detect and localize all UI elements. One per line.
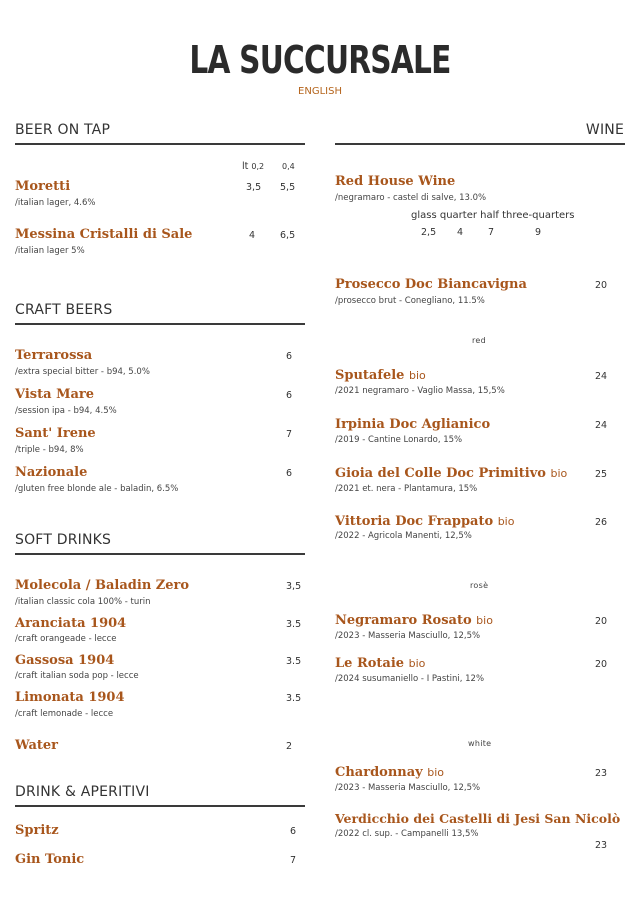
menu-item-name (335, 613, 493, 628)
house-wine-sizes: glass quarter half three-quarters (411, 210, 575, 221)
menu-item-name: Vista Mare (15, 387, 95, 402)
menu-item-price: 20 (595, 659, 608, 670)
house-price-three-quarters: 9 (535, 227, 542, 238)
menu-item-name: Aranciata 1904 (15, 616, 127, 631)
menu-item-desc: /craft orangeade - lecce (15, 634, 117, 644)
category-white: white (468, 739, 492, 748)
category-red: red (472, 336, 487, 345)
menu-item-price: 20 (595, 616, 608, 627)
menu-item-desc: /craft italian soda pop - lecce (15, 671, 139, 681)
craft-beers-divider (15, 323, 305, 325)
menu-item-name (335, 765, 444, 780)
menu-item-name: Sant' Irene (15, 426, 96, 441)
menu-item-desc: /2019 - Cantine Lonardo, 15% (335, 435, 463, 445)
menu-item-desc: /2022 cl. sup. - Campanelli 13,5% (335, 829, 479, 839)
menu-item-desc: /extra special bitter - b94, 5.0% (15, 367, 150, 377)
wine-name: Sputafele (335, 368, 405, 383)
menu-item-price: 25 (595, 469, 608, 480)
menu-item-desc: /gluten free blonde ale - baladin, 6.5% (15, 484, 179, 494)
menu-item-desc: /2021 et. nera - Plantamura, 15% (335, 484, 478, 494)
wine-name: Le Rotaie (335, 656, 405, 671)
menu-item-desc: /2023 - Masseria Masciullo, 12,5% (335, 783, 481, 793)
col-lt: lt (242, 161, 249, 172)
menu-item-price: 3.5 (286, 619, 302, 630)
menu-item-name: Prosecco Doc Biancavigna (335, 277, 527, 292)
menu-item-desc: /italian lager 5% (15, 246, 85, 256)
col-large: 0,4 (282, 162, 295, 171)
menu-item-price: 2 (286, 741, 293, 752)
menu-item-name: Terrarossa (15, 348, 93, 363)
menu-item-price: 23 (595, 840, 608, 851)
craft-beers-heading: CRAFT BEERS (15, 302, 113, 318)
menu-item-desc: /prosecco brut - Conegliano, 11.5% (335, 296, 485, 306)
col-header-size (242, 161, 264, 172)
house-price-half: 7 (488, 227, 495, 238)
bio-tag: bio (497, 515, 515, 528)
menu-item-name: Molecola / Baladin Zero (15, 578, 190, 593)
menu-item-name: Nazionale (15, 465, 88, 480)
menu-item-desc: /triple - b94, 8% (15, 445, 84, 455)
bio-tag: bio (550, 467, 568, 480)
bio-tag: bio (408, 369, 426, 382)
menu-item-desc: /craft lemonade - lecce (15, 709, 114, 719)
menu-item-name: Red House Wine (335, 174, 456, 189)
menu-item-desc: /2023 - Masseria Masciullo, 12,5% (335, 631, 481, 641)
menu-item-price: 26 (595, 517, 608, 528)
menu-item-price: 6 (286, 390, 293, 401)
soft-drinks-divider (15, 553, 305, 555)
beer-on-tap-divider (15, 143, 305, 145)
menu-item-name: Spritz (15, 823, 59, 838)
col-small: 0,2 (251, 162, 265, 171)
price-small: 4 (249, 230, 256, 241)
menu-item-name: Moretti (15, 179, 71, 194)
wine-heading: WINE (585, 122, 624, 138)
menu-item-name: Irpinia Doc Aglianico (335, 417, 491, 432)
menu-item-price: 24 (595, 371, 608, 382)
menu-item-desc: /italian classic cola 100% - turin (15, 597, 151, 607)
menu-item-desc: /italian lager, 4.6% (15, 198, 96, 208)
price-large: 6,5 (280, 230, 296, 241)
wine-name: Negramaro Rosato (335, 613, 472, 628)
menu-item-name: Gin Tonic (15, 852, 85, 867)
menu-item-price: 3,5 (286, 581, 302, 592)
menu-item-price: 3.5 (286, 656, 302, 667)
menu-item-desc: /2021 negramaro - Vaglio Massa, 15,5% (335, 386, 505, 396)
bio-tag: bio (476, 614, 493, 627)
menu-item-price: 3.5 (286, 693, 302, 704)
menu-item-name (335, 368, 426, 383)
menu-item-name: Limonata 1904 (15, 690, 125, 705)
menu-item-name: Verdicchio dei Castelli di Jesi San Nicolò (335, 811, 621, 826)
menu-item-name: Water (15, 738, 59, 753)
menu-item-name (335, 466, 567, 481)
soft-drinks-heading: SOFT DRINKS (15, 532, 112, 548)
price-small: 3,5 (246, 182, 262, 193)
category-rose: rosè (470, 581, 489, 590)
wine-name: Vittoria Doc Frappato (335, 514, 494, 529)
menu-item-price: 7 (290, 855, 297, 866)
bio-tag: bio (408, 657, 426, 670)
drink-aperitivi-divider (15, 805, 305, 807)
drink-aperitivi-heading: DRINK & APERITIVI (15, 784, 150, 800)
menu-item-name (335, 514, 514, 529)
menu-item-desc: /2022 - Agricola Manenti, 12,5% (335, 531, 472, 541)
house-price-glass: 2,5 (421, 227, 437, 238)
menu-item-name (335, 656, 425, 671)
menu-item-desc: /2024 susumaniello - I Pastini, 12% (335, 674, 485, 684)
menu-item-price: 7 (286, 429, 293, 440)
menu-item-name: Gassosa 1904 (15, 653, 115, 668)
menu-item-desc: /session ipa - b94, 4.5% (15, 406, 117, 416)
menu-item-price: 20 (595, 280, 608, 291)
language-label[interactable]: ENGLISH (298, 86, 342, 97)
house-price-quarter: 4 (457, 227, 464, 238)
menu-item-desc: /negramaro - castel di salve, 13.0% (335, 193, 487, 203)
menu-item-price: 6 (286, 468, 293, 479)
wine-name: Gioia del Colle Doc Primitivo (335, 466, 546, 481)
menu-item-name: Messina Cristalli di Sale (15, 227, 193, 242)
wine-divider (335, 143, 625, 145)
bio-tag: bio (427, 766, 445, 779)
menu-item-price: 6 (286, 351, 293, 362)
menu-item-price: 23 (595, 768, 608, 779)
menu-item-price: 6 (290, 826, 297, 837)
price-large: 5,5 (280, 182, 296, 193)
restaurant-title: LA SUCCURSALE (189, 38, 451, 82)
beer-on-tap-heading: BEER ON TAP (15, 122, 111, 138)
wine-name: Chardonnay (335, 765, 423, 780)
menu-item-price: 24 (595, 420, 608, 431)
